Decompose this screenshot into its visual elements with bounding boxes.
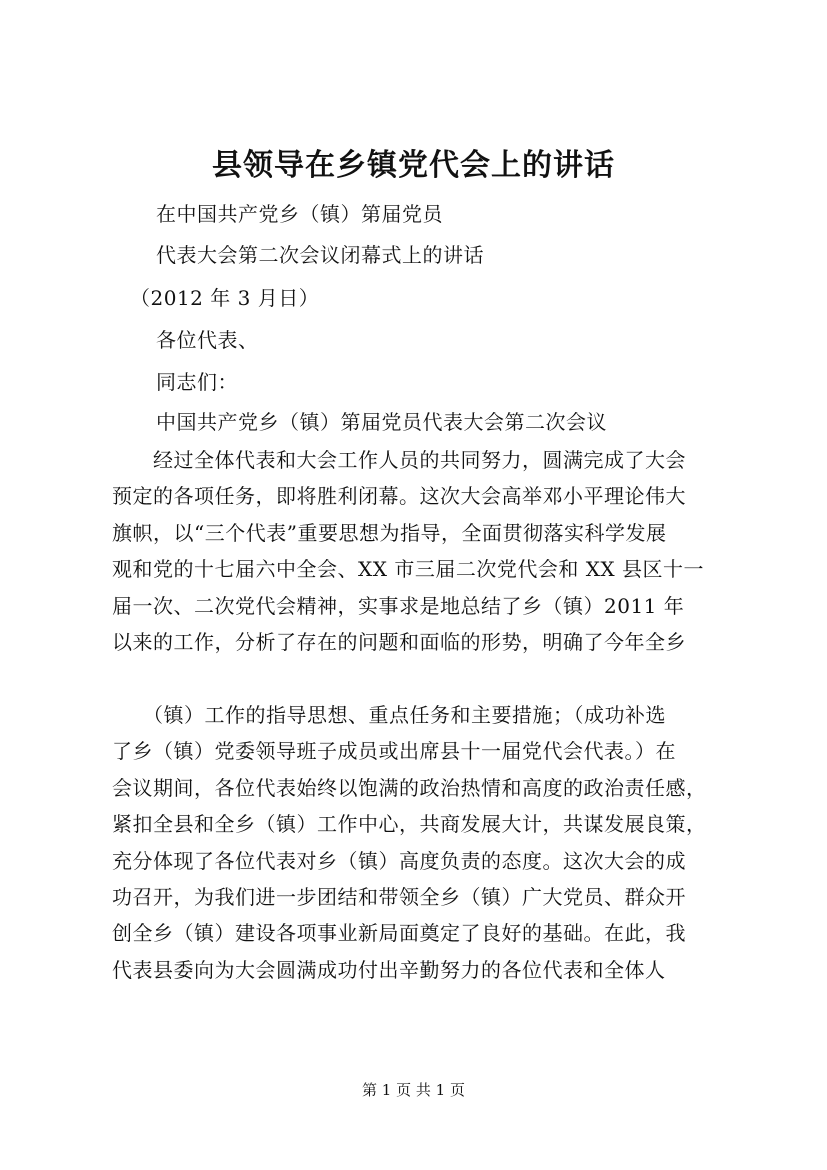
paragraph-1-line: 观和党的十七届六中全会、XX 市三届二次党代会和 XX 县区十一 (112, 557, 705, 582)
header-line-2: 代表大会第二次会议闭幕式上的讲话 (156, 243, 484, 267)
paragraph-2-line: 功召开，为我们进一步团结和带领全乡（镇）广大党员、群众开 (112, 884, 686, 909)
session-line: 中国共产党乡（镇）第届党员代表大会第二次会议 (156, 410, 607, 434)
paragraph-2-line: 紧扣全县和全乡（镇）工作中心，共商发展大计，共谋发展良策， (112, 812, 707, 837)
date-line: （2012 年 3 月日） (130, 286, 320, 310)
paragraph-2-line: 创全乡（镇）建设各项事业新局面奠定了良好的基础。在此，我 (112, 921, 686, 946)
paragraph-1-line: 预定的各项任务，即将胜利闭幕。这次大会高举邓小平理论伟大 (112, 484, 686, 509)
salutation-comrades: 同志们： (156, 370, 238, 394)
page-footer: 第 1 页 共 1 页 (362, 1081, 465, 1099)
paragraph-2 (112, 697, 724, 988)
paragraph-2-line: 了乡（镇）党委领导班子成员或出席县十一届党代会代表。）在 (112, 739, 676, 764)
paragraph-1-line: 经过全体代表和大会工作人员的共同努力，圆满完成了大会 (112, 448, 686, 472)
salutation-delegates: 各位代表、 (156, 328, 259, 352)
header-line-1: 在中国共产党乡（镇）第届党员 (156, 202, 443, 226)
paragraph-2-line: （镇）工作的指导思想、重点任务和主要措施；（成功补选 (112, 703, 666, 727)
paragraph-1-line: 以来的工作，分析了存在的问题和面临的形势，明确了今年全乡 (112, 629, 686, 654)
document-title: 县领导在乡镇党代会上的讲话 (212, 148, 615, 183)
paragraph-2-line: 充分体现了各位代表对乡（镇）高度负责的态度。这次大会的成 (112, 848, 686, 873)
paragraph-2-line: 代表县委向为大会圆满成功付出辛勤努力的各位代表和全体人 (112, 957, 666, 982)
paragraph-1-line: 届一次、二次党代会精神，实事求是地总结了乡（镇）2011 年 (112, 593, 685, 618)
paragraph-2-line: 会议期间，各位代表始终以饱满的政治热情和高度的政治责任感， (112, 775, 707, 800)
paragraph-1-line: 旗帜，以“三个代表”重要思想为指导，全面贯彻落实科学发展 (112, 520, 667, 545)
paragraph-1 (112, 442, 724, 660)
